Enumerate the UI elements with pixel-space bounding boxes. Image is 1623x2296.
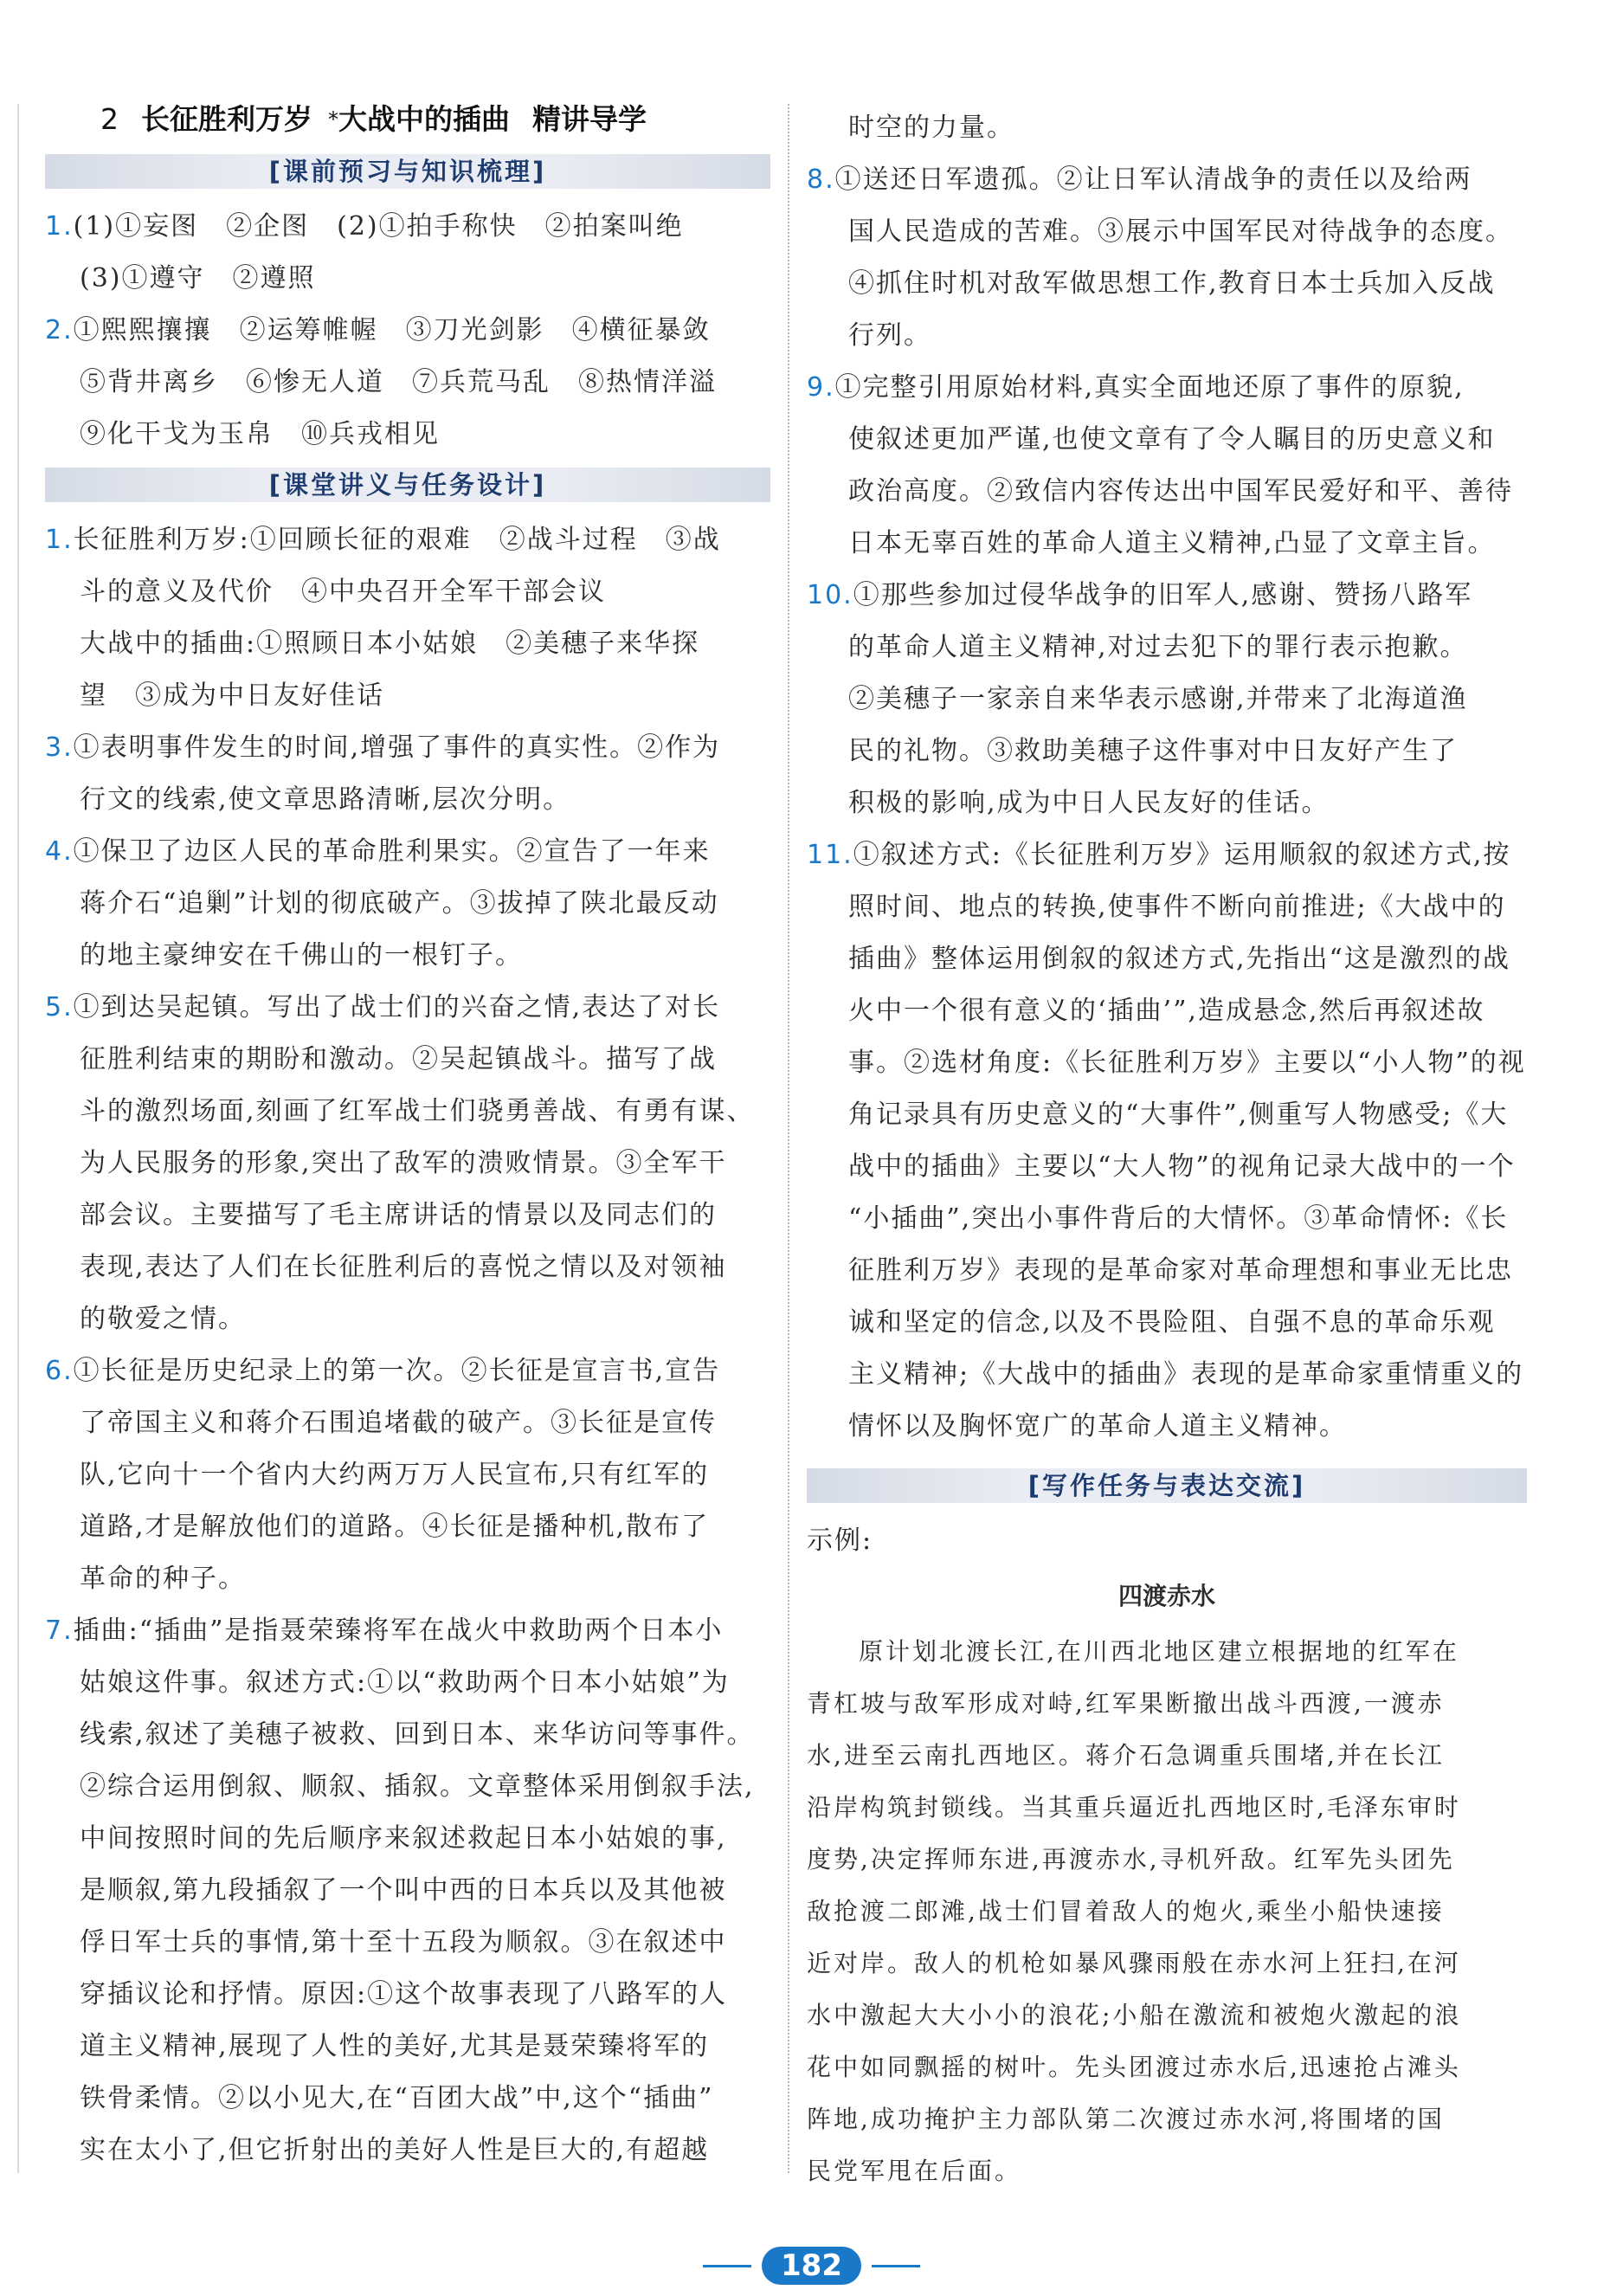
item-number: 5. (45, 992, 74, 1022)
left-column (45, 97, 770, 2177)
essay-line: 花中如同飘摇的树叶。先头团渡过赤水后,迅速抢占滩头 (807, 2053, 1461, 2081)
item-text: ②综合运用倒叙、顺叙、插叙。文章整体采用倒叙手法, (80, 1771, 755, 1802)
answer-item (45, 1605, 770, 2177)
item-text: 征胜利万岁》表现的是革命家对革命理想和事业无比忠 (848, 1255, 1513, 1286)
item-text: 俘日军士兵的事情,第十至十五段为顺叙。③在叙述中 (80, 1927, 727, 1957)
item-text: (3)①遵守 ②遵照 (80, 263, 316, 293)
item-text: ④抓住时机对敌军做思想工作,教育日本士兵加入反战 (848, 268, 1496, 299)
item-text: 行文的线索,使文章思路清晰,层次分明。 (80, 784, 571, 815)
answer-item (807, 154, 1527, 362)
item-number: 7. (45, 1616, 74, 1646)
item-text: 道路,才是解放他们的道路。④长征是播种机,散布了 (80, 1512, 710, 1542)
item-text: 表现,表达了人们在长征胜利后的喜悦之情以及对领袖 (80, 1252, 727, 1282)
essay-line: 水中激起大大小小的浪花;小船在激流和被炮火激起的浪 (807, 2001, 1462, 2029)
essay-line: 敌抢渡二郎滩,战士们冒着敌人的炮火,乘坐小船快速接 (807, 1897, 1445, 1925)
title-main: 长征胜利万岁 (141, 102, 312, 136)
essay-line: 原计划北渡长江,在川西北地区建立根据地的红军在 (859, 1637, 1459, 1666)
item-text: ①长征是历史纪录上的第一次。②长征是宣言书,宣告 (73, 1356, 721, 1386)
essay-line: 青杠坡与敌军形成对峙,红军果断撤出战斗西渡,一渡赤 (807, 1689, 1445, 1718)
continuation-line: 时空的力量。 (848, 113, 1014, 143)
item-text: 行列。 (848, 320, 931, 351)
item-number: 9. (807, 372, 835, 403)
item-number: 1. (45, 525, 74, 555)
item-text: 实在太小了,但它折射出的美好人性是巨大的,有超越 (80, 2135, 710, 2165)
item-number: 10. (807, 580, 853, 610)
preview-answers (45, 201, 770, 461)
right-column (807, 102, 1527, 2197)
item-text: ⑨化干戈为玉帛 ⑩兵戎相见 (80, 419, 440, 449)
item-text: 斗的意义及代价 ④中央召开全军干部会议 (80, 577, 606, 607)
item-text: 穿插议论和抒情。原因:①这个故事表现了八路军的人 (80, 1979, 728, 2009)
item-text: 望 ③成为中日友好佳话 (80, 680, 384, 711)
item-text: 道主义精神,展现了人性的美好,尤其是聂荣臻将军的 (80, 2031, 710, 2061)
title-suffix: 精讲导学 (532, 102, 647, 136)
essay-line: 水,进至云南扎西地区。蒋介石急调重兵围堵,并在长江 (807, 1741, 1445, 1770)
item-text: 插曲》整体运用倒叙的叙述方式,先指出“这是激烈的战 (848, 944, 1510, 974)
item-text: “小插曲”,突出小事件背后的大情怀。③革命情怀:《长 (848, 1203, 1509, 1234)
item-text: 日本无辜百姓的革命人道主义精神,凸显了文章主旨。 (848, 528, 1496, 558)
item-number: 8. (807, 164, 835, 195)
item-text: 为人民服务的形象,突出了敌军的溃败情景。③全军干 (80, 1148, 727, 1178)
item-text: ②美穗子一家亲自来华表示感谢,并带来了北海道渔 (848, 684, 1468, 714)
title-number: 2 (100, 102, 119, 136)
answer-item (45, 305, 770, 461)
item-text: 大战中的插曲:①照顾日本小姑娘 ②美穗子来华探 (80, 629, 700, 659)
item-text: 事。②选材角度:《长征胜利万岁》主要以“小人物”的视 (848, 1048, 1526, 1078)
page-number (0, 2247, 1623, 2285)
item-text: 民的礼物。③救助美穗子这件事对中日友好产生了 (848, 736, 1458, 766)
item-text: ①表明事件发生的时间,增强了事件的真实性。②作为 (73, 732, 721, 763)
item-text: 积极的影响,成为中日人民友好的佳话。 (848, 788, 1330, 818)
essay-line: 度势,决定挥师东进,再渡赤水,寻机歼敌。红军先头团先 (807, 1845, 1455, 1874)
item-number: 6. (45, 1356, 74, 1386)
title-star: * (328, 107, 338, 132)
item-text: 照时间、地点的转换,使事件不断向前推进;《大战中的 (848, 892, 1506, 922)
item-text: 插曲:“插曲”是指聂荣臻将军在战火中救助两个日本小 (73, 1616, 724, 1646)
answer-item (45, 982, 770, 1345)
essay-line: 民党军甩在后面。 (807, 2157, 1022, 2185)
essay-line: 沿岸构筑封锁线。当其重兵逼近扎西地区时,毛泽东审时 (807, 1793, 1461, 1822)
answer-item (807, 570, 1527, 829)
answer-item (807, 829, 1527, 1453)
section-header-lecture: [课堂讲义与任务设计] (45, 468, 770, 502)
item-text: ⑤背井离乡 ⑥惨无人道 ⑦兵荒马乱 ⑧热情洋溢 (80, 367, 717, 397)
item-text: 情怀以及胸怀宽广的革命人道主义精神。 (848, 1411, 1347, 1441)
item-text: 队,它向十一个省内大约两万万人民宣布,只有红军的 (80, 1460, 710, 1490)
item-text: 角记录具有历史意义的“大事件”,侧重写人物感受;《大 (848, 1100, 1509, 1130)
answer-item (45, 514, 770, 722)
item-text: 蒋介石“追剿”计划的彻底破产。③拔掉了陕北最反动 (80, 888, 719, 919)
item-text: 的敬爱之情。 (80, 1304, 246, 1334)
item-text: 斗的激烈场面,刻画了红军战士们骁勇善战、有勇有谋、 (80, 1096, 755, 1126)
answer-item (807, 362, 1527, 570)
item-text: 长征胜利万岁:①回顾长征的艰难 ②战斗过程 ③战 (73, 525, 721, 555)
answer-item (45, 722, 770, 826)
item-text: 了帝国主义和蒋介石围追堵截的破产。③长征是宣传 (80, 1408, 717, 1438)
item-text: 诚和坚定的信念,以及不畏险阻、自强不息的革命乐观 (848, 1307, 1496, 1338)
item-text: ①保卫了边区人民的革命胜利果实。②宣告了一年来 (73, 836, 711, 867)
page-number-badge: 182 (762, 2247, 861, 2285)
item-text: ①到达吴起镇。写出了战士们的兴奋之情,表达了对长 (73, 992, 721, 1022)
item-text: ①那些参加过侵华战争的旧军人,感谢、赞扬八路军 (853, 580, 1473, 610)
item-text: 火中一个很有意义的‘插曲’”,造成悬念,然后再叙述故 (848, 996, 1485, 1026)
item-text: 国人民造成的苦难。③展示中国军民对待战争的态度。 (848, 216, 1513, 247)
item-number: 4. (45, 836, 74, 867)
section-header-writing: [写作任务与表达交流] (807, 1468, 1527, 1503)
right-answers (807, 154, 1527, 1453)
column-divider (788, 104, 789, 2173)
item-text: 主义精神;《大战中的插曲》表现的是革命家重情重义的 (848, 1359, 1524, 1390)
essay-title: 四渡赤水 (1117, 1582, 1215, 1610)
title-second: 大战中的插曲 (338, 102, 510, 136)
item-text: 的革命人道主义精神,对过去犯下的罪行表示抱歉。 (848, 632, 1468, 662)
item-text: 中间按照时间的先后顺序来叙述救起日本小姑娘的事, (80, 1823, 727, 1854)
item-text: (1)①妄图 ②企图 (2)①拍手称快 ②拍案叫绝 (73, 211, 684, 242)
left-edge-line (17, 104, 19, 2173)
item-text: 战中的插曲》主要以“大人物”的视角记录大战中的一个 (848, 1151, 1516, 1182)
item-text: ①叙述方式:《长征胜利万岁》运用顺叙的叙述方式,按 (853, 840, 1511, 870)
item-number: 2. (45, 315, 74, 345)
answer-item (45, 1345, 770, 1605)
answer-item (45, 201, 770, 305)
item-number: 3. (45, 732, 74, 763)
item-text: 的地主豪绅安在千佛山的一根钉子。 (80, 940, 523, 971)
answer-item (45, 826, 770, 982)
item-number: 1. (45, 211, 74, 242)
item-text: 征胜利结束的期盼和激动。②吴起镇战斗。描写了战 (80, 1044, 717, 1074)
page-title (100, 97, 770, 142)
essay-line: 阵地,成功掩护主力部队第二次渡过赤水河,将围堵的国 (807, 2105, 1445, 2133)
item-text: 政治高度。②致信内容传达出中国军民爱好和平、善待 (848, 476, 1513, 506)
item-text: 使叙述更加严谨,也使文章有了令人瞩目的历史意义和 (848, 424, 1496, 455)
item-number: 11. (807, 840, 853, 870)
item-text: ①熙熙攘攘 ②运筹帷幄 ③刀光剑影 ④横征暴敛 (73, 315, 711, 345)
example-label: 示例: (807, 1525, 873, 1556)
item-text: ①送还日军遗孤。②让日军认清战争的责任以及给两 (834, 164, 1472, 195)
item-text: 铁骨柔情。②以小见大,在“百团大战”中,这个“插曲” (80, 2083, 714, 2113)
section-header-preview: [课前预习与知识梳理] (45, 154, 770, 189)
item-text: 姑娘这件事。叙述方式:①以“救助两个日本小姑娘”为 (80, 1667, 730, 1698)
item-text: 革命的种子。 (80, 1564, 246, 1594)
essay-line: 近对岸。敌人的机枪如暴风骤雨般在赤水河上狂扫,在河 (807, 1949, 1461, 1977)
item-text: 线索,叙述了美穗子被救、回到日本、来华访问等事件。 (80, 1719, 755, 1750)
item-text: 是顺叙,第九段插叙了一个叫中西的日本兵以及其他被 (80, 1875, 727, 1906)
item-text: 部会议。主要描写了毛主席讲话的情景以及同志们的 (80, 1200, 717, 1230)
essay-body (807, 1626, 1527, 2197)
item-text: ①完整引用原始材料,真实全面地还原了事件的原貌, (834, 372, 1465, 403)
lecture-answers (45, 514, 770, 2177)
